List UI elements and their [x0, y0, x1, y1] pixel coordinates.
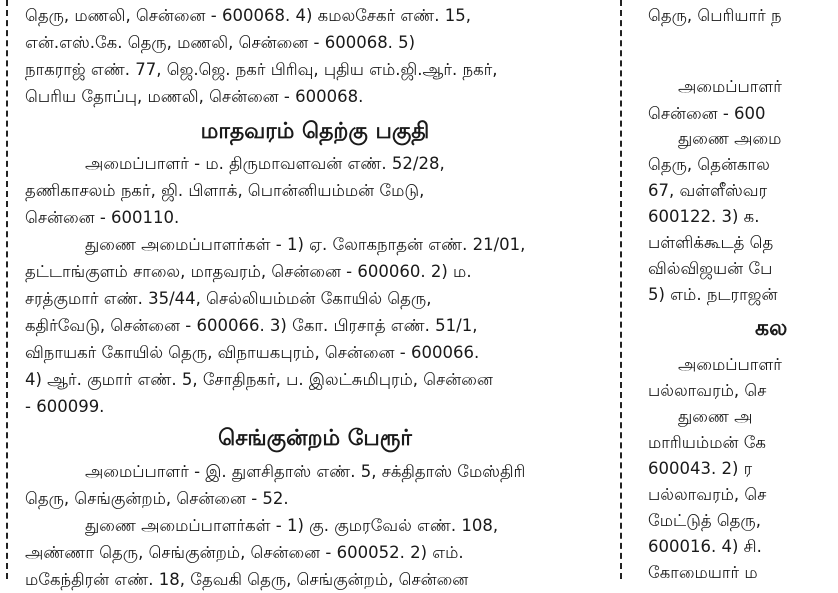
text-line: என்.எஸ்.கே. தெரு, மணலி, சென்னை - 600068. 5): [25, 33, 416, 52]
text-line: நாகராஜ் எண். 77, ஜெ.ஜெ. நகர் பிரிவு, புதிய எம்.ஜி.ஆர். நகர்,: [25, 60, 498, 79]
text-line: சரத்குமார் எண். 35/44, செல்லியம்மன் கோயில் தெரு,: [25, 289, 432, 308]
text-line: 600122. 3) க.: [648, 207, 760, 226]
text-line: அமைப்பாளர் - ம. திருமாவளவன் எண். 52/28,: [85, 154, 445, 173]
section-heading-madhavaram: மாதவரம் தெற்கு பகுதி: [200, 119, 430, 144]
section-heading-sengundram: செங்குன்றம் பேரூர்: [218, 426, 412, 451]
text-line: பல்லாவரம், செ: [648, 381, 767, 400]
text-line: 600043. 2) ர: [648, 459, 753, 478]
text-line: கதிர்வேடு, சென்னை - 600066. 3) கோ. பிரசாத் எண். 51/1,: [25, 316, 478, 335]
text-line: மகேந்திரன் எண். 18, தேவகி தெரு, செங்குன்றம், சென்னை: [25, 570, 469, 589]
column-divider: [620, 0, 622, 579]
text-line: பள்ளிக்கூடத் தெ: [648, 233, 774, 252]
text-line: தணிகாசலம் நகர், ஜி. பிளாக், பொன்னியம்மன் மேடு,: [25, 181, 425, 200]
text-line: அமைப்பாளர் - இ. துளசிதாஸ் எண். 5, சக்திதாஸ் மேஸ்திரி: [85, 462, 526, 481]
text-line: துணை அமைப்பாளர்கள் - 1) கு. குமரவேல் எண். 108,: [85, 516, 499, 535]
text-line: சென்னை - 600110.: [25, 208, 180, 227]
text-line: சென்னை - 600: [648, 104, 766, 123]
text-line: 600016. 4) சி.: [648, 537, 762, 556]
text-line: 4) ஆர். குமார் எண். 5, சோதிநகர், ப. இலட்சுமிபுரம், சென்னை: [25, 370, 493, 389]
text-line: தெரு, செங்குன்றம், சென்னை - 52.: [25, 489, 289, 508]
text-line: தெரு, தென்கால: [648, 155, 770, 174]
text-line: தட்டாங்குளம் சாலை, மாதவரம், சென்னை - 600060. 2) ம.: [25, 262, 472, 281]
text-line: பெரிய தோப்பு, மணலி, சென்னை - 600068.: [25, 87, 364, 106]
text-line: அண்ணா தெரு, செங்குன்றம், சென்னை - 600052. 2) எம்.: [25, 543, 464, 562]
text-line: அமைப்பாளர்: [678, 355, 782, 374]
text-line: - 600099.: [25, 397, 105, 416]
text-line: துணை அமை: [678, 129, 782, 148]
right-column: [630, 0, 800, 582]
text-line: விநாயகர் கோயில் தெரு, விநாயகபுரம், சென்னை - 600066.: [25, 343, 480, 362]
text-line: துணை அமைப்பாளர்கள் - 1) ஏ. லோகநாதன் எண். 21/01,: [85, 235, 526, 254]
text-line: 5) எம். நடராஜன்: [648, 285, 778, 304]
text-line: அமைப்பாளர்: [678, 77, 782, 96]
text-line: கோமையார் ம: [648, 563, 758, 582]
text-line: தெரு, மணலி, சென்னை - 600068. 4) கமலசேகர் எண். 15,: [25, 6, 472, 25]
text-line: 67, வள்ளீஸ்வர: [648, 181, 768, 200]
section-heading-partial: கல: [755, 316, 788, 341]
text-line: மாரியம்மன் கே: [648, 433, 766, 452]
text-line: பல்லாவரம், செ: [648, 485, 767, 504]
text-line: வில்விஜயன் பே: [648, 259, 773, 278]
text-line: மேட்டுத் தெரு,: [648, 511, 761, 530]
text-line: தெரு, பெரியார் ந: [648, 6, 782, 25]
text-line: துணை அ: [678, 407, 753, 426]
